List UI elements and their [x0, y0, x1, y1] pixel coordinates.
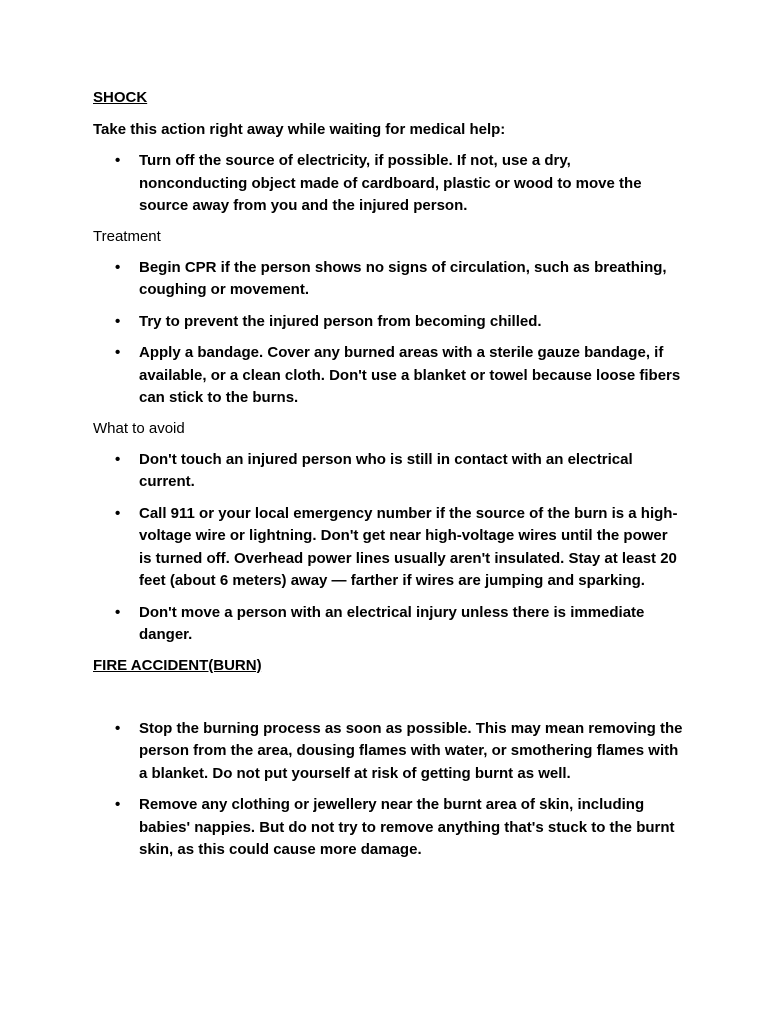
bullet-icon: •: [115, 258, 121, 276]
treatment-list: [93, 257, 683, 410]
bullet-icon: •: [115, 344, 121, 361]
list-item: • Remove any clothing or jewellery near the burnt area of skin, including babies' nappies. But do not try to remove anything that's stuck to the burnt skin, as this could cause more damage.: [115, 796, 675, 858]
avoid-label: What to avoid: [93, 419, 185, 437]
list-item: • Begin CPR if the person shows no signs of circulation, such as breathing, coughing or movement.: [115, 258, 667, 298]
bullet-icon: •: [115, 450, 121, 468]
shock-intro: Take this action right away while waiting for medical help:: [93, 121, 506, 138]
list-item: • Apply a bandage. Cover any burned areas with a sterile gauze bandage, if available, or a clean cloth. Don't use a blanket or towel because loose fibers can stick to the burns.: [115, 344, 681, 406]
list-item: • Stop the burning process as soon as possible. This may mean removing the person from the area, dousing flames with water, or smothering flames with a blanket. Do not put yourself at risk of getting burnt as well.: [115, 719, 683, 782]
bullet-icon: •: [115, 504, 121, 522]
document-page: [93, 88, 683, 871]
section-heading-shock: SHOCK: [93, 89, 148, 106]
treatment-label: Treatment: [93, 227, 161, 245]
section-heading-burn: FIRE ACCIDENT(BURN): [93, 656, 262, 674]
bullet-icon: •: [115, 719, 121, 737]
bullet-icon: •: [115, 796, 121, 813]
list-item: • Turn off the source of electricity, if possible. If not, use a dry, nonconducting object made of cardboard, plastic or wood to move the source away from you and the injured person.: [115, 152, 642, 214]
list-item: • Don't touch an injured person who is still in contact with an electrical current.: [115, 450, 633, 490]
bullet-icon: •: [115, 152, 121, 169]
spacer: [93, 676, 683, 718]
list-item: • Call 911 or your local emergency number if the source of the burn is a high-voltage wire or lightning. Don't get near high-voltage wires until the power is turned off. Overhead power lines usually aren't insulated. Stay at least 20 feet (about 6 meters) away — farther if wires are jumping and sparking.: [115, 504, 678, 589]
bullet-icon: •: [115, 603, 121, 621]
burn-list: [93, 718, 683, 862]
list-item: • Try to prevent the injured person from becoming chilled.: [93, 311, 683, 334]
avoid-list: [93, 449, 683, 647]
shock-intro-list: [93, 150, 683, 218]
list-item: • Don't move a person with an electrical injury unless there is immediate danger.: [115, 603, 645, 643]
bullet-icon: •: [115, 312, 121, 330]
